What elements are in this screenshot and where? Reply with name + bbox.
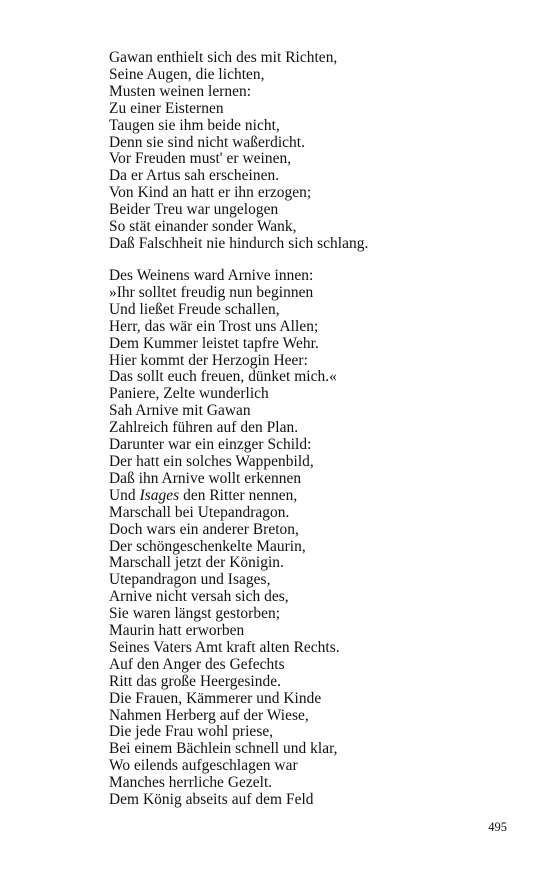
verse-text: Und — [109, 486, 140, 504]
verse-line: Ritt das große Heergesinde. — [109, 672, 282, 690]
stanza-1 — [109, 50, 529, 253]
verse-line: Die jede Frau wohl priese, — [109, 723, 274, 741]
verse-line: Nahmen Herberg auf der Wiese, — [109, 706, 309, 724]
verse-line: Paniere, Zelte wunderlich — [109, 385, 269, 403]
verse-line: »Ihr solltet freudig nun beginnen — [109, 283, 314, 301]
page-number: 495 — [488, 820, 507, 834]
verse-line: Daß ihn Arnive wollt erkennen — [109, 469, 302, 487]
verse-line: Marschall jetzt der Königin. — [109, 554, 284, 572]
verse-line: Gawan enthielt sich des mit Richten, — [109, 49, 338, 66]
verse-line: Das sollt euch freuen, dünket mich.« — [109, 368, 337, 386]
verse-line: Doch wars ein anderer Breton, — [109, 520, 299, 538]
verse-line: Taugen sie ihm beide nicht, — [109, 116, 280, 134]
verse-line: Maurin hatt erworben — [109, 622, 245, 640]
verse-line: Vor Freuden must' er weinen, — [109, 150, 292, 168]
verse-line: Hier kommt der Herzogin Heer: — [109, 351, 308, 369]
verse-line: Dem Kummer leistet tapfre Wehr. — [109, 334, 319, 352]
verse-line: Seine Augen, die lichten, — [109, 65, 265, 83]
verse-line: Sah Arnive mit Gawan — [109, 402, 251, 420]
verse-line — [109, 488, 529, 505]
verse-line: Des Weinens ward Arnive innen: — [109, 267, 314, 284]
verse-line: Der hatt ein solches Wappenbild, — [109, 452, 314, 470]
verse-line: Auf den Anger des Gefechts — [109, 655, 285, 673]
verse-line: Denn sie sind nicht waßerdicht. — [109, 133, 306, 151]
verse-line: Musten weinen lernen: — [109, 82, 252, 100]
verse-line: Die Frauen, Kämmerer und Kinde — [109, 689, 322, 707]
verse-line: Und ließet Freude schallen, — [109, 300, 280, 318]
verse-line: Beider Treu war ungelogen — [109, 201, 279, 219]
verse-line: Von Kind an hatt er ihn erzogen; — [109, 184, 312, 202]
verse-line: Bei einem Bächlein schnell und klar, — [109, 740, 338, 758]
verse-line: Wo eilends aufgeschlagen war — [109, 757, 298, 775]
verse-line: Da er Artus sah erscheinen. — [109, 167, 280, 185]
verse-text: den Ritter nennen, — [179, 486, 298, 504]
verse-line: Dem König abseits auf dem Feld — [109, 791, 314, 809]
verse-line: Utepandragon und Isages, — [109, 571, 271, 589]
verse-line: Herr, das wär ein Trost uns Allen; — [109, 317, 319, 335]
verse-line: Zu einer Eisternen — [109, 99, 224, 117]
verse-line: Seines Vaters Amt kraft alten Rechts. — [109, 638, 340, 656]
verse-line: Sie waren längst gestorben; — [109, 605, 281, 623]
verse-line: Der schöngeschenkelte Maurin, — [109, 537, 306, 555]
verse-line: Daß Falschheit nie hindurch sich schlang. — [109, 234, 369, 252]
stanza-2 — [109, 268, 529, 809]
verse-line: Marschall bei Utepandragon. — [109, 503, 290, 521]
verse-line: Zahlreich führen auf den Plan. — [109, 419, 299, 437]
italic-name: Isages — [139, 486, 180, 504]
verse-line: Manches herrliche Gezelt. — [109, 774, 273, 792]
verse-line: Darunter war ein einzger Schild: — [109, 436, 312, 454]
verse-line: Arnive nicht versah sich des, — [109, 588, 289, 606]
verse-line: So stät einander sonder Wank, — [109, 218, 297, 236]
